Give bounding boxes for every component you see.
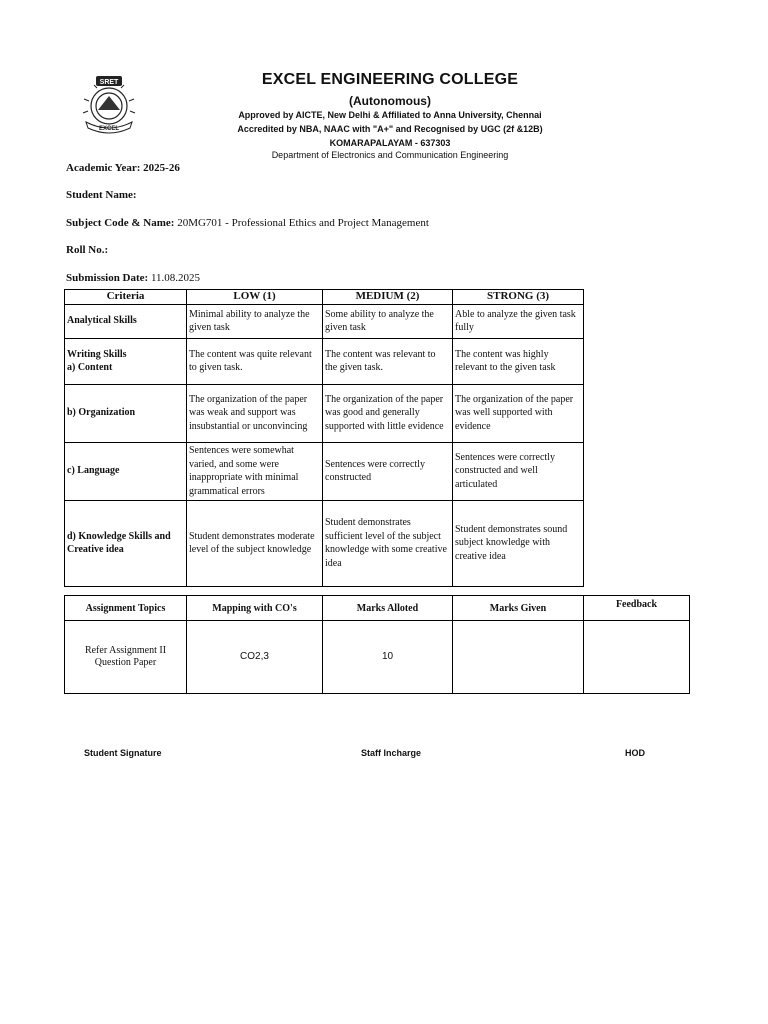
header-marks-given: Marks Given [453, 596, 584, 621]
medium-cell: The organization of the paper was good and generally supported with little evidence [323, 384, 453, 442]
approval-line: Approved by AICTE, New Delhi & Affiliated to Anna University, Chennai [238, 110, 542, 120]
criteria-cell: b) Organization [65, 384, 187, 442]
table-row [65, 338, 584, 384]
low-cell: The content was quite relevant to given task. [187, 338, 323, 384]
logo-text-bottom: EXCEL [98, 126, 120, 132]
low-cell: Student demonstrates moderate level of the subject knowledge [187, 500, 323, 586]
medium-cell: Sentences were correctly constructed [323, 442, 453, 500]
accreditation-line: Accredited by NBA, NAAC with "A+" and Recognised by UGC (2f &12B) [237, 124, 543, 134]
medium-cell: Student demonstrates sufficient level of the subject knowledge with some creative idea [323, 500, 453, 586]
criteria-cell: d) Knowledge Skills and Creative idea [65, 500, 187, 586]
college-logo [74, 74, 144, 134]
criteria-line: Writing Skills [67, 348, 127, 360]
criteria-line: a) Content [67, 362, 113, 373]
medium-cell: Some ability to analyze the given task [323, 304, 453, 338]
low-cell: Minimal ability to analyze the given task [187, 304, 323, 338]
roll-label: Roll No.: [66, 244, 109, 256]
roll-number [66, 244, 108, 256]
subject-label: Subject Code & Name: [66, 217, 175, 229]
department-line: Department of Electronics and Communication Engineering [271, 150, 509, 160]
mapping-cell: CO2,3 [187, 621, 323, 694]
subject-value: 20MG701 - Professional Ethics and Project Management [177, 217, 429, 229]
student-name [66, 189, 137, 201]
table-row [65, 442, 584, 500]
academic-year-label: Academic Year: 2025-26 [66, 162, 180, 174]
strong-cell: Sentences were correctly constructed and well articulated [453, 442, 584, 500]
academic-year [66, 162, 180, 174]
hod-signature: HOD [625, 748, 645, 758]
staff-incharge: Staff Incharge [361, 748, 422, 758]
header-assignment-topics: Assignment Topics [65, 596, 187, 621]
rubric-table [64, 289, 584, 587]
strong-cell: The content was highly relevant to the given task [453, 338, 584, 384]
table-row [65, 500, 584, 586]
assignment-table [64, 595, 690, 694]
table-row [65, 304, 584, 338]
submission-label: Submission Date: [66, 272, 149, 284]
autonomous-label: (Autonomous) [349, 94, 431, 108]
college-name: EXCEL ENGINEERING COLLEGE [261, 71, 519, 88]
criteria-cell: Analytical Skills [65, 304, 187, 338]
marks-alloted-cell: 10 [323, 621, 453, 694]
rubric-header-low: LOW (1) [187, 290, 323, 305]
header-feedback: Feedback [584, 596, 690, 621]
low-cell: The organization of the paper was weak and support was insubstantial or unconvincing [187, 384, 323, 442]
medium-cell: The content was relevant to the given task. [323, 338, 453, 384]
table-row [65, 621, 690, 694]
rubric-header-row [65, 290, 584, 305]
criteria-cell: c) Language [65, 442, 187, 500]
feedback-cell[interactable] [584, 621, 690, 694]
assignment-topic-cell: Refer Assignment II Question Paper [65, 621, 187, 694]
table-row [65, 384, 584, 442]
rubric-header-criteria: Criteria [65, 290, 187, 305]
header-mapping: Mapping with CO's [187, 596, 323, 621]
student-name-label: Student Name: [66, 189, 137, 201]
header-marks-alloted: Marks Alloted [323, 596, 453, 621]
student-signature: Student Signature [84, 748, 162, 758]
marks-given-cell[interactable] [453, 621, 584, 694]
subject [66, 217, 429, 229]
submission-value: 11.08.2025 [150, 272, 201, 284]
location-line: KOMARAPALAYAM - 637303 [329, 138, 451, 148]
strong-cell: Able to analyze the given task fully [453, 304, 584, 338]
submission-date [66, 272, 200, 284]
assignment-header-row [65, 596, 690, 621]
criteria-cell [65, 338, 187, 384]
logo-text-top: SRET [99, 79, 119, 86]
strong-cell: The organization of the paper was well supported with evidence [453, 384, 584, 442]
strong-cell: Student demonstrates sound subject knowledge with creative idea [453, 500, 584, 586]
low-cell: Sentences were somewhat varied, and some were inappropriate with minimal grammatical errors [187, 442, 323, 500]
rubric-header-strong: STRONG (3) [453, 290, 584, 305]
rubric-header-medium: MEDIUM (2) [323, 290, 453, 305]
